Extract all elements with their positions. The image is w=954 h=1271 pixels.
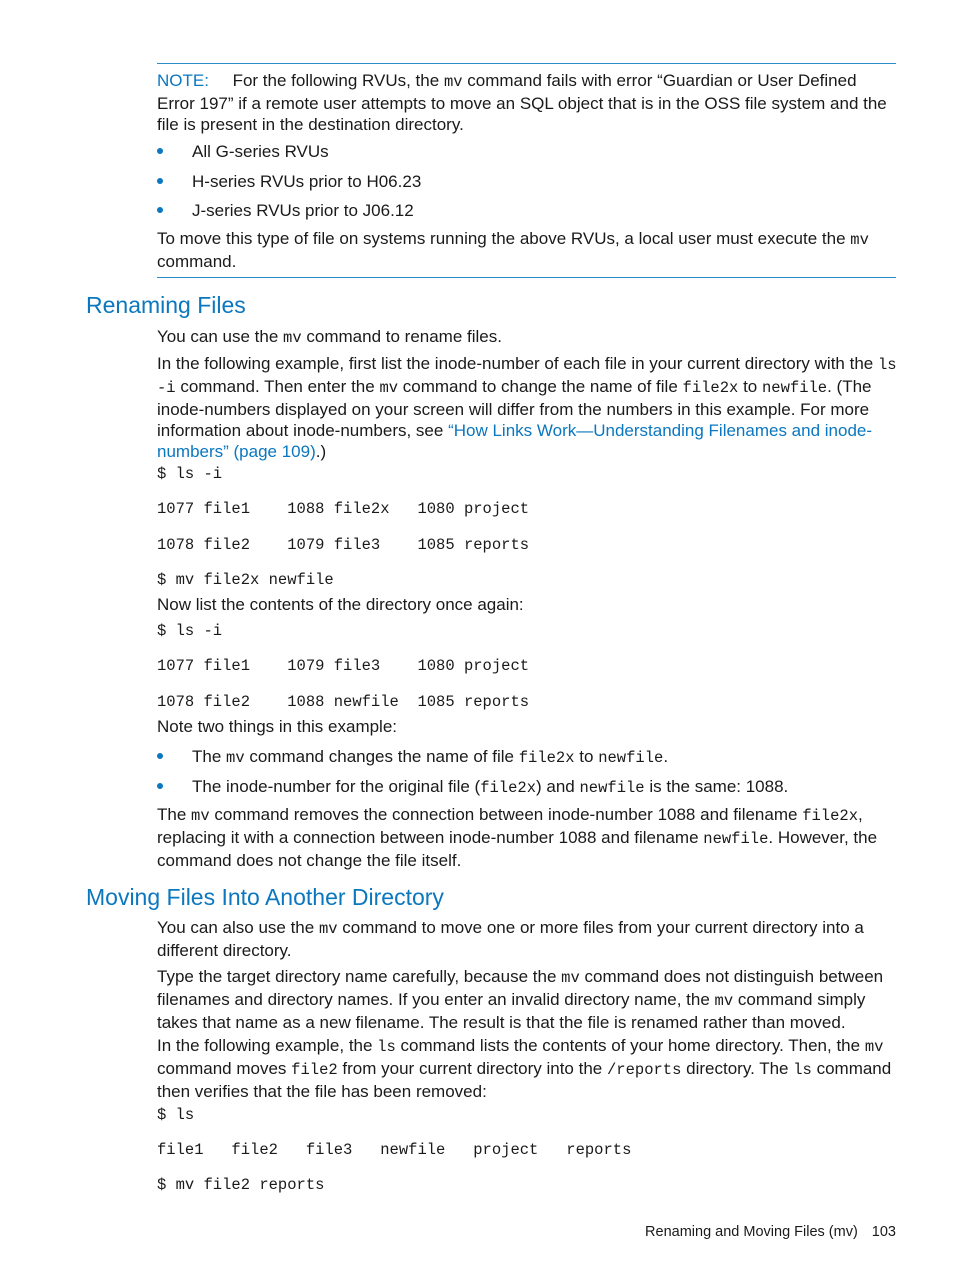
text: command changes the name of file (249, 747, 514, 766)
text: The inode-number for the original file ( (192, 777, 481, 796)
text: The (157, 805, 187, 824)
bullet-text: J-series RVUs prior to J06.12 (192, 201, 414, 220)
page-footer (645, 1222, 896, 1242)
paragraph (157, 966, 899, 1033)
page-number: 103 (871, 1224, 896, 1240)
text: command to rename files. (306, 327, 502, 346)
text: . (The inode-numbers displayed on your screen will differ from the numbers in this example. For more information about inode-numbers, see (157, 377, 872, 440)
inline-code: file2x (518, 749, 575, 767)
bullet-text: H-series RVUs prior to H06.23 (192, 172, 422, 191)
text: The (192, 747, 222, 766)
inline-code: mv (850, 231, 869, 249)
paragraph (157, 917, 899, 961)
paragraph (157, 804, 899, 871)
inline-code: newfile (761, 379, 828, 397)
text: command does not distinguish between filenames and directory names. If you enter an invalid directory name, the (157, 967, 884, 1009)
paragraph (157, 353, 899, 462)
inline-code: mv (283, 329, 302, 347)
note-top-rule (157, 63, 896, 64)
inline-code: ls -i (157, 356, 897, 397)
bullet-icon (157, 148, 163, 154)
inline-code: newfile (598, 749, 664, 767)
text: is the same: 1088. (649, 777, 789, 796)
text: In the following example, the (157, 1036, 373, 1055)
text: command to move one or more files from your current directory into a different directory. (157, 918, 864, 960)
text: command. Then enter the (180, 377, 375, 396)
paragraph: Now list the contents of the directory once again: (157, 595, 524, 614)
inline-code: newfile (703, 830, 769, 848)
note-paragraph-2 (157, 228, 899, 272)
inline-code: ls (793, 1061, 812, 1079)
note-text: command fails with error “Guardian or User Defined Error 197” if a remote user attempts to move an SQL object that is in the OSS file system and the file is present in the destination directory. (157, 71, 887, 134)
text: Type the target directory name carefully, because the (157, 967, 557, 986)
note-text: command. (157, 252, 237, 271)
note-paragraph (157, 70, 899, 135)
paragraph (157, 1035, 899, 1102)
code-line: $ ls -i (157, 465, 223, 483)
bullet-text (192, 746, 668, 769)
code-line: file1 file2 file3 newfile project reports (157, 1141, 632, 1159)
bullet-icon (157, 178, 163, 184)
code-line: $ ls -i (157, 622, 223, 640)
inline-code: mv (191, 807, 210, 825)
code-line: $ mv file2 reports (157, 1176, 325, 1194)
code-line: 1077 file1 1088 file2x 1080 project (157, 500, 530, 518)
bullet-text: All G-series RVUs (192, 142, 329, 161)
text: In the following example, first list the inode-number of each file in your current directory with the (157, 354, 874, 373)
text: command lists the contents of your home directory. Then, the (400, 1036, 861, 1055)
inline-code: mv (318, 920, 338, 938)
code-line: $ ls (157, 1106, 195, 1124)
note-text: To move this type of file on systems running the above RVUs, a local user must execute the (157, 229, 846, 248)
text: , replacing it with a connection between inode-number 1088 and filename (157, 805, 863, 847)
note-bottom-rule (157, 277, 896, 278)
text: command then verifies that the file has been removed: (157, 1059, 892, 1101)
inline-code: mv (714, 992, 734, 1010)
text: . (663, 747, 669, 766)
section-heading-moving-files: Moving Files Into Another Directory (86, 884, 444, 910)
cross-reference-link[interactable]: “How Links Work—Understanding Filenames and inode-numbers” (page 109) (157, 421, 873, 461)
inline-code: mv (864, 1038, 884, 1056)
text: directory. The (686, 1059, 789, 1078)
bullet-icon (157, 783, 163, 789)
code-line: 1078 file2 1079 file3 1085 reports (157, 536, 530, 554)
text: from your current directory into the (342, 1059, 603, 1078)
inline-code: mv (561, 969, 580, 987)
note-text: For the following RVUs, the (232, 71, 440, 90)
inline-code: mv (379, 379, 399, 397)
code-line: 1078 file2 1088 newfile 1085 reports (157, 693, 530, 711)
text: command moves (157, 1059, 287, 1078)
text: command simply takes that name as a new filename. The result is that the file is renamed rather than moved. (157, 990, 866, 1032)
text: You can use the (157, 327, 279, 346)
inline-code: file2 (291, 1061, 338, 1079)
note-label: NOTE: (157, 71, 209, 90)
code-line: 1077 file1 1079 file3 1080 project (157, 657, 530, 675)
inline-code: /reports (606, 1061, 682, 1079)
text: . However, the command does not change the file itself. (157, 828, 878, 870)
text: ) and (536, 777, 575, 796)
code-line: $ mv file2x newfile (157, 571, 334, 589)
bullet-icon (157, 207, 163, 213)
bullet-icon (157, 753, 163, 759)
text: You can also use the (157, 918, 315, 937)
paragraph (157, 326, 899, 349)
inline-code: newfile (579, 779, 645, 797)
inline-code: ls (377, 1038, 396, 1056)
bullet-text (192, 776, 788, 799)
text: command to change the name of file (402, 377, 678, 396)
inline-code: file2x (802, 807, 859, 825)
text: to (579, 747, 594, 766)
footer-title: Renaming and Moving Files (mv) (645, 1224, 858, 1240)
inline-code: mv (443, 73, 463, 91)
inline-code: file2x (682, 379, 739, 397)
text: command removes the connection between inode-number 1088 and filename (214, 805, 798, 824)
section-heading-renaming-files: Renaming Files (86, 292, 246, 318)
text: to (743, 377, 758, 396)
paragraph: Note two things in this example: (157, 717, 398, 736)
text: .) (315, 442, 327, 461)
inline-code: mv (226, 749, 245, 767)
inline-code: file2x (480, 779, 537, 797)
